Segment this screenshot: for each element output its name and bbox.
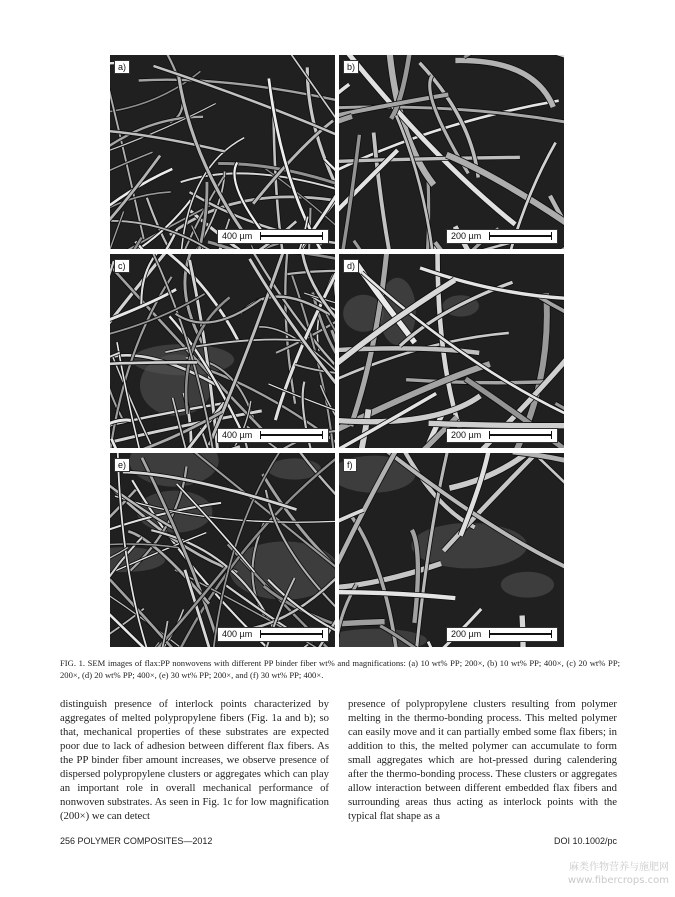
scale-bar-c: 400 µm [217,428,329,443]
footer-doi: DOI 10.1002/pc [553,836,617,846]
sem-figure [110,55,564,647]
panel-label-f: f) [343,458,357,472]
sem-micrograph-f [339,453,564,647]
scale-bar-b: 200 µm [446,229,558,244]
sem-micrograph-b [339,55,564,249]
watermark-line-2: www.fibercrops.com [567,875,669,886]
sem-micrograph-a [110,55,335,249]
body-text-left-column: distinguish presence of interlock points characterized by aggregates of melted polypropylene fibers (Fig. 1a and b); so that, mechanical properties of these substrates are expected poor due to lack of adhesion between different flax fibers. As the PP binder fiber amount increases, we observe presence of dispersed polypropylene clusters or aggregates which can play an important role in overall mechanical performance of nonwoven substrates. As seen in Fig. 1c for low magnification (200×) we can detect [60,698,329,822]
watermark [568,861,669,887]
sem-panel-f [339,453,564,647]
scale-bar-f: 200 µm [446,627,558,642]
sem-panel-d [339,254,564,448]
panel-label-c: c) [114,259,130,273]
sem-micrograph-c [110,254,335,448]
panel-label-e: e) [114,458,130,472]
sem-panel-a [110,55,335,249]
panel-label-b: b) [343,60,359,74]
sem-micrograph-e [110,453,335,647]
sem-panel-b [339,55,564,249]
watermark-line-1: 麻类作物营养与施肥网 [569,862,669,873]
panel-label-a: a) [114,60,130,74]
sem-micrograph-d [339,254,564,448]
sem-panel-c [110,254,335,448]
body-text-right-column: presence of polypropylene clusters resulting from polymer melting in the thermo-bonding process. This melted polymer can easily move and it can partially embed some flax fibers; in addition to this, the melted polymer can accumulate to form small aggregates which are hot-pressed during calendering after the thermo-bonding process. These clusters or aggregates allow interaction between different embedded flax fibers and surrounding areas thus acting as interlock points with the typical flat shape as a [348,698,617,822]
scale-bar-a: 400 µm [217,229,329,244]
figure-caption: FIG. 1. SEM images of flax:PP nonwovens with different PP binder fiber wt% and magnifications: (a) 10 wt% PP; 200×, (b) 10 wt% PP; 400×, (c) 20 wt% PP; 200×, (d) 20 wt% PP; 400×, (e) 30 wt% PP; 200×, and (f) 30 wt% PP; 400×. [60,658,620,680]
footer-journal: 256 POLYMER COMPOSITES—2012 [60,836,213,846]
scale-bar-e: 400 µm [217,627,329,642]
scale-bar-d: 200 µm [446,428,558,443]
panel-label-d: d) [343,259,359,273]
sem-panel-e [110,453,335,647]
